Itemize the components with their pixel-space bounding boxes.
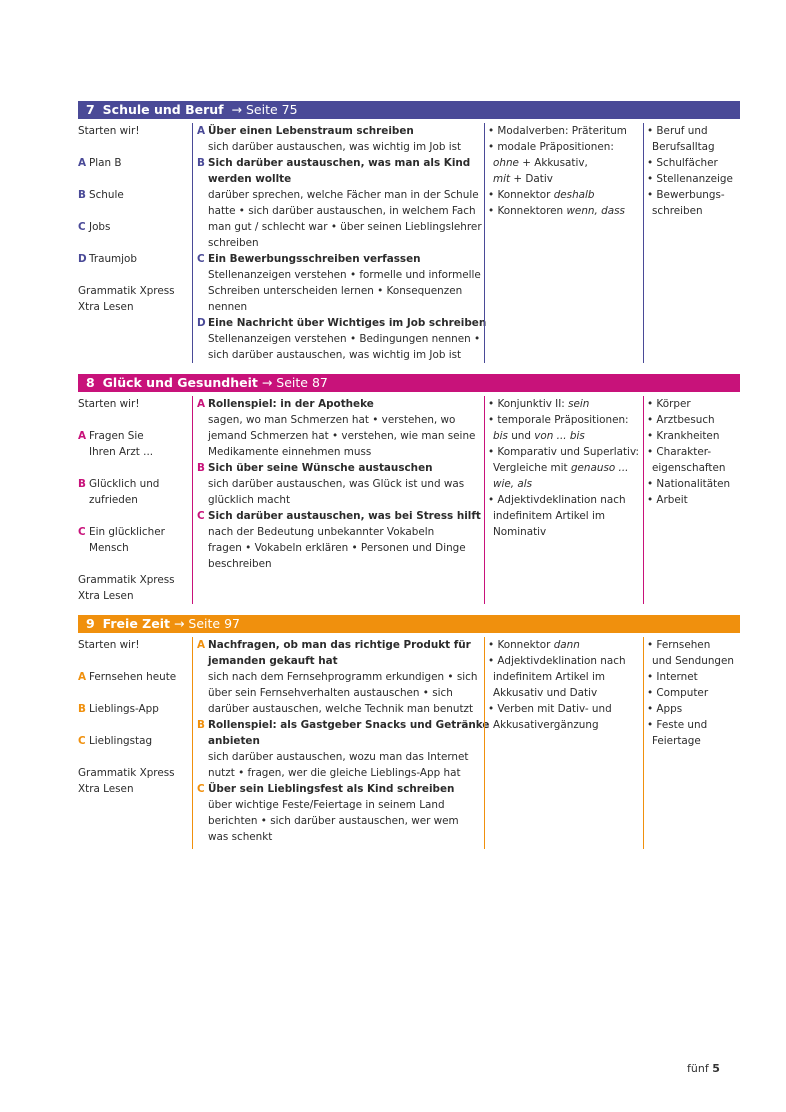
lesson-description: fragen • Vokabeln erklären • Personen und Dinge [208, 542, 466, 554]
lesson-label: Traumjob [89, 253, 138, 265]
lesson-label: Lieblingstag [89, 735, 153, 747]
spacer [78, 139, 188, 155]
spacer [78, 460, 188, 476]
lesson-label: Schule [89, 189, 124, 201]
page-reference: → Seite 75 [231, 102, 298, 117]
grammar-item: • Adjektivdeklination nach [488, 655, 626, 667]
lesson-heading-text: Sich über seine Wünsche austauschen [208, 462, 433, 474]
unit-title: Glück und Gesundheit [102, 375, 258, 390]
lesson-description: was schenkt [208, 831, 273, 843]
lesson-letter: A [78, 157, 87, 169]
vocabulary-item: • Apps [647, 703, 683, 715]
lesson-item[interactable]: Grammatik Xpress [78, 285, 175, 297]
lesson-item[interactable]: Starten wir! [78, 398, 140, 410]
lesson-heading-text: Über sein Lieblingsfest als Kind schreiben [208, 783, 455, 795]
grammar-column [484, 123, 644, 363]
page-reference: → Seite 97 [173, 616, 240, 631]
grammar-item: • temporale Präpositionen: [488, 414, 629, 426]
lesson-letter: C [197, 783, 205, 795]
vocabulary-item: • Arbeit [647, 494, 688, 506]
lesson-letter: A [78, 671, 87, 683]
spacer [78, 556, 188, 572]
lesson-item[interactable]: Grammatik Xpress [78, 767, 175, 779]
unit-title: Schule und Beruf [102, 102, 224, 117]
lesson-description: sich darüber austauschen, was Glück ist und was [208, 478, 465, 490]
lesson-heading-text: Sich darüber austauschen, was man als Kind [208, 157, 471, 169]
lesson-letter: B [197, 462, 205, 474]
lesson-letter: D [78, 253, 87, 265]
grammar-item: • Adjektivdeklination nach [488, 494, 626, 506]
spacer [78, 171, 188, 187]
lesson-letter: B [197, 719, 205, 731]
lesson-item[interactable]: Xtra Lesen [78, 301, 134, 313]
lesson-label: zufrieden [89, 494, 138, 506]
vocabulary-column [643, 396, 740, 604]
unit-7-header [78, 101, 740, 119]
grammar-item: • Konjunktiv II: sein [488, 398, 590, 410]
lesson-letter: A [197, 398, 206, 410]
lesson-heading [197, 508, 482, 524]
grammar-item: • Konnektoren wenn, dass [488, 205, 625, 217]
spacer [78, 717, 188, 733]
lesson-letter: C [78, 526, 86, 538]
lesson-heading [197, 781, 482, 797]
communication-column [192, 123, 487, 363]
lesson-letter: B [78, 189, 86, 201]
lesson-description: jemand Schmerzen hat • verstehen, wie man seine [208, 430, 476, 442]
lesson-heading [197, 396, 482, 412]
grammar-item: Vergleiche mit genauso ... [493, 462, 629, 474]
lesson-item[interactable] [78, 251, 188, 267]
lesson-item[interactable] [78, 187, 188, 203]
spacer [78, 653, 188, 669]
lesson-heading [197, 123, 482, 139]
vocabulary-column [643, 637, 740, 849]
lesson-letter: A [197, 639, 206, 651]
lesson-heading-text: Eine Nachricht über Wichtiges im Job schreiben [208, 317, 487, 329]
lesson-description: sich darüber austauschen, was wichtig im Job ist [208, 349, 462, 361]
lesson-label: Lieblings-App [89, 703, 159, 715]
vocabulary-item: • Körper [647, 398, 691, 410]
lesson-heading-text: Nachfragen, ob man das richtige Produkt für [208, 639, 471, 651]
lesson-letter: A [78, 430, 87, 442]
lesson-letter: C [78, 221, 86, 233]
lesson-item[interactable]: Grammatik Xpress [78, 574, 175, 586]
lesson-heading: anbieten [208, 735, 260, 747]
lesson-heading-text: Rollenspiel: in der Apotheke [208, 398, 374, 410]
lesson-description: über sein Fernsehverhalten austauschen • sich [208, 687, 453, 699]
grammar-item: • Komparativ und Superlativ: [488, 446, 640, 458]
lesson-heading-text: Ein Bewerbungsschreiben verfassen [208, 253, 421, 265]
lesson-heading-text: Rollenspiel: als Gastgeber Snacks und Getränke [208, 719, 490, 731]
spacer [78, 685, 188, 701]
lesson-item[interactable] [78, 733, 188, 749]
lesson-item[interactable]: Starten wir! [78, 639, 140, 651]
unit-number: 7 [86, 102, 95, 117]
grammar-item: indefinitem Artikel im [493, 671, 605, 683]
lessons-column [78, 123, 188, 315]
lesson-item[interactable]: Xtra Lesen [78, 590, 134, 602]
lesson-letter: C [78, 735, 86, 747]
vocabulary-column [643, 123, 740, 363]
page-number: 5 [712, 1062, 720, 1075]
lesson-heading [197, 155, 482, 171]
vocabulary-item: • Charakter- [647, 446, 712, 458]
lesson-label: Ein glücklicher [89, 526, 165, 538]
lesson-heading [197, 251, 482, 267]
vocabulary-item: eigenschaften [652, 462, 726, 474]
grammar-item: • Konnektor deshalb [488, 189, 595, 201]
grammar-item: • Konnektor dann [488, 639, 580, 651]
lesson-description: sich darüber austauschen, wozu man das Internet [208, 751, 469, 763]
vocabulary-item: • Feste und [647, 719, 708, 731]
lesson-label: Glücklich und [89, 478, 160, 490]
lesson-letter: B [78, 478, 86, 490]
lesson-description: Stellenanzeigen verstehen • Bedingungen nennen • [208, 333, 481, 345]
lesson-description: nach der Bedeutung unbekannter Vokabeln [208, 526, 435, 538]
lesson-description: hatte • sich darüber austauschen, in welchem Fach [208, 205, 476, 217]
grammar-item: Akkusativ und Dativ [493, 687, 598, 699]
lesson-description: über wichtige Feste/Feiertage in seinem Land [208, 799, 445, 811]
lesson-item[interactable] [78, 219, 188, 235]
lesson-letter: D [197, 317, 206, 329]
lesson-heading: jemanden gekauft hat [208, 655, 338, 667]
lesson-heading [197, 315, 487, 331]
vocabulary-item: • Beruf und [647, 125, 708, 137]
spacer [78, 235, 188, 251]
lesson-description: glücklich macht [208, 494, 291, 506]
lesson-heading-text: Über einen Lebenstraum schreiben [208, 125, 414, 137]
spacer [78, 267, 188, 283]
vocabulary-item: • Arztbesuch [647, 414, 715, 426]
vocabulary-item: schreiben [652, 205, 703, 217]
lessons-column [78, 396, 188, 604]
grammar-item: Akkusativergänzung [493, 719, 599, 731]
vocabulary-item: Berufsalltag [652, 141, 715, 153]
lesson-description: nutzt • fragen, wer die gleiche Lieblings-App hat [208, 767, 461, 779]
lesson-description: man gut / schlecht war • über seinen Lieblingslehrer [208, 221, 482, 233]
grammar-column [484, 396, 644, 604]
unit-9-header [78, 615, 740, 633]
vocabulary-item: und Sendungen [652, 655, 734, 667]
lesson-item[interactable]: Xtra Lesen [78, 783, 134, 795]
lesson-letter: B [78, 703, 86, 715]
grammar-item: • modale Präpositionen: [488, 141, 614, 153]
lesson-item[interactable] [78, 492, 188, 508]
grammar-item: indefinitem Artikel im [493, 510, 605, 522]
page-reference: → Seite 87 [261, 375, 328, 390]
lesson-description: Medikamente einnehmen muss [208, 446, 372, 458]
lesson-description: sagen, wo man Schmerzen hat • verstehen, wo [208, 414, 456, 426]
lesson-item[interactable] [78, 444, 188, 460]
lesson-heading: werden wollte [208, 173, 292, 185]
lesson-label: Fernsehen heute [89, 671, 177, 683]
lesson-item[interactable] [78, 524, 188, 540]
unit-7-content [78, 123, 740, 363]
lesson-letter: C [197, 253, 205, 265]
lesson-description: schreiben [208, 237, 259, 249]
grammar-item: wie, als [493, 478, 533, 490]
vocabulary-item: • Stellenanzeige [647, 173, 733, 185]
lesson-heading-text: Sich darüber austauschen, was bei Stress hilft [208, 510, 481, 522]
vocabulary-item: • Krankheiten [647, 430, 720, 442]
lesson-description: darüber austauschen, welche Technik man benutzt [208, 703, 474, 715]
unit-8-content [78, 396, 740, 604]
lesson-description: Stellenanzeigen verstehen • formelle und informelle [208, 269, 481, 281]
page-footer [687, 1061, 720, 1077]
vocabulary-item: Feiertage [652, 735, 701, 747]
spacer [78, 203, 188, 219]
unit-8-header [78, 374, 740, 392]
spacer [78, 749, 188, 765]
grammar-item: mit + Dativ [493, 173, 553, 185]
lesson-heading [197, 637, 482, 653]
lesson-description: nennen [208, 301, 248, 313]
lesson-heading [197, 460, 482, 476]
lesson-label: Fragen Sie [89, 430, 144, 442]
lesson-letter: C [197, 510, 205, 522]
lesson-item[interactable] [78, 476, 188, 492]
lesson-label: Ihren Arzt ... [89, 446, 154, 458]
lesson-description: sich darüber austauschen, was wichtig im Job ist [208, 141, 462, 153]
grammar-item: • Verben mit Dativ- und [488, 703, 612, 715]
communication-column [192, 396, 482, 604]
grammar-item: bis und von ... bis [493, 430, 585, 442]
lesson-heading [197, 717, 490, 733]
lesson-label: Mensch [89, 542, 129, 554]
lesson-item[interactable] [78, 669, 188, 685]
page-word: fünf [687, 1062, 709, 1075]
grammar-item: Nominativ [493, 526, 547, 538]
spacer [78, 412, 188, 428]
lesson-description: darüber sprechen, welche Fächer man in der Schule [208, 189, 479, 201]
unit-8-section [78, 374, 740, 604]
vocabulary-item: • Bewerbungs- [647, 189, 725, 201]
lesson-item[interactable] [78, 155, 188, 171]
lesson-description: sich nach dem Fernsehprogramm erkundigen • sich [208, 671, 478, 683]
vocabulary-item: • Nationalitäten [647, 478, 731, 490]
grammar-column [484, 637, 644, 849]
lesson-item[interactable] [78, 540, 188, 556]
lesson-description: berichten • sich darüber austauschen, wer wem [208, 815, 459, 827]
lesson-label: Plan B [89, 157, 122, 169]
vocabulary-item: • Computer [647, 687, 709, 699]
lesson-description: beschreiben [208, 558, 272, 570]
lesson-letter: B [197, 157, 205, 169]
lesson-item[interactable]: Starten wir! [78, 125, 140, 137]
lesson-label: Jobs [89, 221, 111, 233]
unit-9-section [78, 615, 740, 849]
lesson-description: Schreiben unterscheiden lernen • Konsequenzen [208, 285, 463, 297]
lesson-letter: A [197, 125, 206, 137]
lessons-column [78, 637, 188, 797]
spacer [78, 508, 188, 524]
vocabulary-item: • Fernsehen [647, 639, 711, 651]
vocabulary-item: • Internet [647, 671, 698, 683]
unit-9-content [78, 637, 740, 849]
lesson-item[interactable] [78, 701, 188, 717]
vocabulary-item: • Schulfächer [647, 157, 718, 169]
grammar-item: ohne + Akkusativ, [493, 157, 588, 169]
unit-title: Freie Zeit [102, 616, 170, 631]
unit-number: 8 [86, 375, 95, 390]
unit-number: 9 [86, 616, 95, 631]
grammar-item: • Modalverben: Präteritum [488, 125, 627, 137]
communication-column [192, 637, 490, 849]
lesson-item[interactable] [78, 428, 188, 444]
unit-7-section [78, 101, 740, 363]
